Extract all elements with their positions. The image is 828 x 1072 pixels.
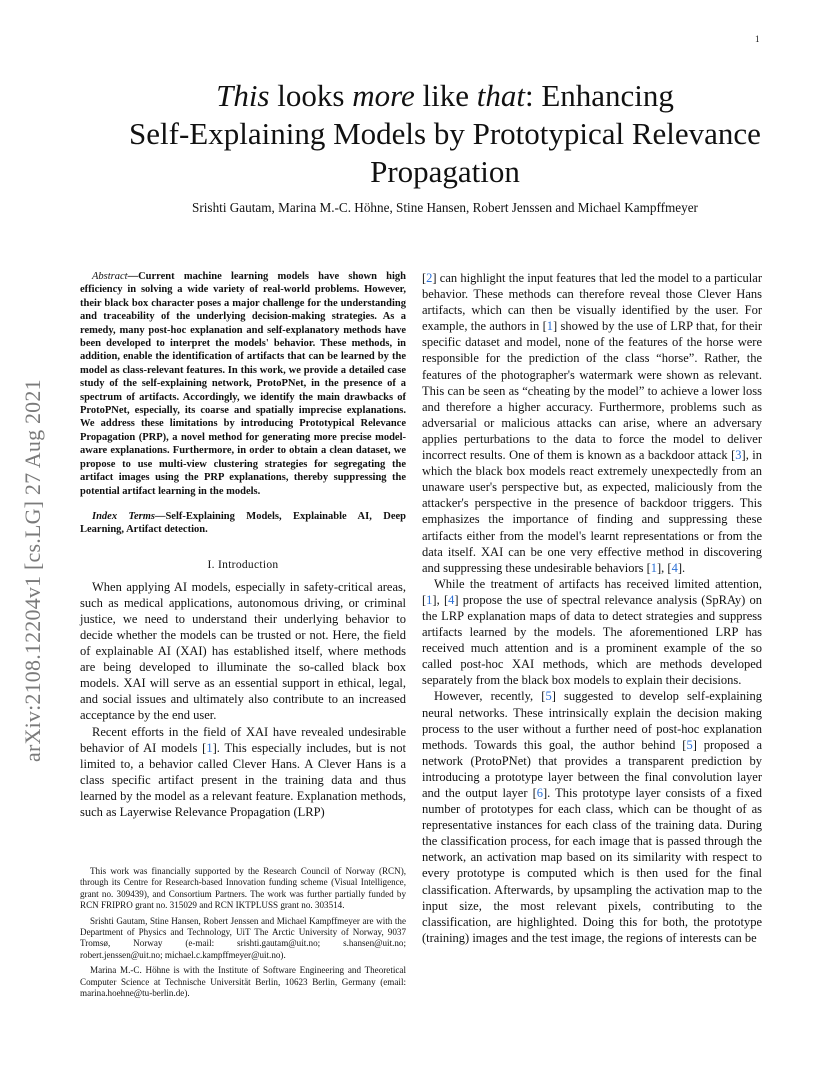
- citation-link[interactable]: 1: [426, 592, 433, 607]
- title-em-this: This: [216, 78, 270, 113]
- footnote-affiliation-tu-berlin: Marina M.-C. Höhne is with the Institute of Software Engineering and Theoretical Computer Science at Technische Universität Berlin, 10623 Berlin, Germany (email: marina.hoehne@tu-berlin.de).: [80, 965, 406, 999]
- paper-title: [70, 77, 820, 191]
- section-heading-introduction: I. Introduction: [207, 558, 279, 571]
- title-line-2: Self-Explaining Models by Prototypical Relevance: [129, 116, 761, 151]
- footnote-funding: This work was financially supported by the Research Council of Norway (RCN), through its Centre for Research-based Innovation funding scheme (Visual Intelligence, grant no. 309439), and Consortium Partners. The work was further partially funded by RCN FRIPRO grant no. 315029 and RCN IKTPLUSS grant no. 303514.: [80, 866, 406, 911]
- citation-link[interactable]: 4: [671, 560, 678, 575]
- citation-link[interactable]: 4: [448, 592, 455, 607]
- text-span: ]. This prototype layer consists of a fixed number of prototypes for each class, which can be thought of as representative instances for each class of the training data. During the classification process, for each image that is passed through the network, an activation map based on its similarity with respect to every prototype is computed which is then used for the final classification. Afterwards, by upsampling the activation map to the input size, the most relevant pixels, contributing to the classification, are highlighted. Doing this for both, the prototype (training) images and the test image, the regions of interests can be: [422, 786, 762, 945]
- right-paragraph-3: [422, 688, 762, 946]
- index-terms: [80, 510, 406, 537]
- left-column: [80, 270, 406, 820]
- title-text-c: : Enhancing: [524, 78, 674, 113]
- title-text-b: like: [414, 78, 477, 113]
- text-span: ] showed by the use of LRP that, for their specific dataset and model, none of the features of the horse were responsible for the prediction of the class “horse”. Rather, the features of the photographer's watermark were shown as relevant. This can be seen as “cheating by the model” to achieve a lower loss and therefore a higher accuracy. Furthermore, problems such as adversarial or malicious attacks can arise, where an adversary applies perturbations to the data to force the model to deliver incorrect results. One of them is known as a backdoor attack [: [422, 319, 762, 463]
- right-paragraph-1: [422, 270, 762, 576]
- footnote-affiliation-uit: Srishti Gautam, Stine Hansen, Robert Jenssen and Michael Kampffmeyer are with the Department of Physics and Technology, UiT The Arctic University of Norway, 9037 Tromsø, Norway (e-mail: srishti.gautam@uit.no; s.hansen@uit.no; robert.jenssen@uit.no; michael.c.kampffmeyer@uit.no).: [80, 915, 406, 960]
- abstract-label: Abstract: [92, 271, 128, 282]
- abstract-text: —Current machine learning models have shown high efficiency in solving a wide variety of real-world problems. However, their black box character poses a major challenge for the understanding and traceability of the underlying decision-making strategies. As a remedy, many post-hoc explanation and self-explanatory methods have been developed to interpret the models' behavior. These methods, in addition, enable the identification of artifacts that can be learned by the model as class-relevant features. In this work, we provide a detailed case study of the self-explaining network, ProtoPNet, in the presence of a spectrum of artifacts. Accordingly, we identify the main drawbacks of ProtoPNet, especially, its coarse and spatially imprecise explanations. We address these limitations by introducing Prototypical Relevance Propagation (PRP), a novel method for generating more precise model-aware explanations. Furthermore, in order to obtain a clean dataset, we propose to use multi-view clustering strategies for segregating the artifact images using the PRP explanations, thereby suppressing the potential artifact learning in the models.: [80, 271, 406, 497]
- right-column: [422, 270, 762, 946]
- text-span: Recent efforts in the field of XAI have revealed undesirable behavior of AI models [: [80, 724, 406, 755]
- text-span: ], [: [432, 592, 449, 607]
- title-line-1: [70, 77, 820, 115]
- title-line-3: Propagation: [370, 154, 520, 189]
- citation-link[interactable]: 6: [536, 786, 543, 800]
- abstract: [80, 270, 406, 498]
- arxiv-stamp[interactable]: arXiv:2108.12204v1 [cs.LG] 27 Aug 2021: [20, 379, 45, 762]
- citation-link[interactable]: 2: [426, 271, 433, 285]
- intro-paragraph-2: [80, 724, 406, 821]
- title-em-that: that: [476, 78, 525, 113]
- text-span: ] can highlight the input features that led the model to a particular behavior. These methods can therefore reveal those Clever Hans artifacts, which can then be visually identified by the user. For example, the authors in [: [422, 271, 762, 334]
- author-list: Srishti Gautam, Marina M.-C. Höhne, Stine Hansen, Robert Jenssen and Michael Kampffmeyer: [192, 200, 698, 215]
- text-span: While the treatment of artifacts has received limited attention, [: [422, 576, 762, 607]
- text-span: ].: [677, 560, 686, 575]
- citation-link[interactable]: 5: [686, 737, 693, 752]
- text-span: [: [422, 271, 427, 285]
- text-span: ], in which the black box models react extremely unexpectedly from an unaware user's perspective but, as expected, maliciously from the attacker's perspective in the presence of backdoor triggers. This emphasizes the importance of finding and suppressing these artifacts either from the model's learnt representations or from the data itself. XAI can be one very effective method in discovering and suppressing these undesirable behaviors [: [422, 448, 762, 575]
- text-span: ]. This especially includes, but is not limited to, a behavior called Clever Hans. A Clever Hans is a class specific artifact present in the training data and thus learned by the model as a relevant feature. Explanation methods, such as Layerwise Relevance Propagation (LRP): [80, 740, 407, 820]
- text-span: ] suggested to develop self-explaining neural networks. These intrinsically explain the decision making process to the user without a further need of post-hoc explanation methods. Towards this goal, the author behind [: [422, 689, 762, 752]
- index-terms-label: Index Terms: [92, 510, 155, 522]
- text-span: However, recently, [: [434, 689, 546, 704]
- footnotes: [80, 866, 406, 1003]
- text-span: ] propose the use of spectral relevance analysis (SpRAy) on the LRP explanation maps of data to detect strategies and suppress artifacts learned by the models. The aforementioned LRP has received much attention and is a prominent example of the so called post-hoc XAI methods, which are methods developed separately from the black box models to explain their decisions.: [422, 592, 763, 688]
- citation-link[interactable]: 1: [650, 560, 658, 575]
- intro-paragraph-1: When applying AI models, especially in safety-critical areas, such as medical applications, autonomous driving, or criminal justice, we need to understand their underlying behavior to decide whether the models can be trusted or not. Here, the field of explainable AI (XAI) has established itself, where methods are being developed to illuminate the so-called black box models. XAI will serve as an essential support in ethical, legal, and social issues and ultimately also contribute to an increased acceptance by the end user.: [80, 579, 406, 723]
- text-span: ], [: [657, 560, 672, 575]
- index-terms-text: —Self-Explaining Models, Explainable AI, Deep Learning, Artifact detection.: [80, 510, 406, 536]
- page-number: 1: [755, 34, 760, 44]
- text-span: ] proposed a network (ProtoPNet) that provides a transparent prediction by introducing a prototype layer between the final convolution layer and the output layer [: [422, 737, 762, 800]
- citation-link[interactable]: 1: [546, 319, 553, 334]
- citation-link[interactable]: 3: [735, 448, 742, 463]
- right-paragraph-2: [422, 576, 762, 689]
- citation-link[interactable]: 5: [545, 689, 552, 704]
- title-text-a: looks: [269, 78, 353, 113]
- title-em-more: more: [352, 78, 415, 113]
- citation-link[interactable]: 1: [206, 740, 213, 755]
